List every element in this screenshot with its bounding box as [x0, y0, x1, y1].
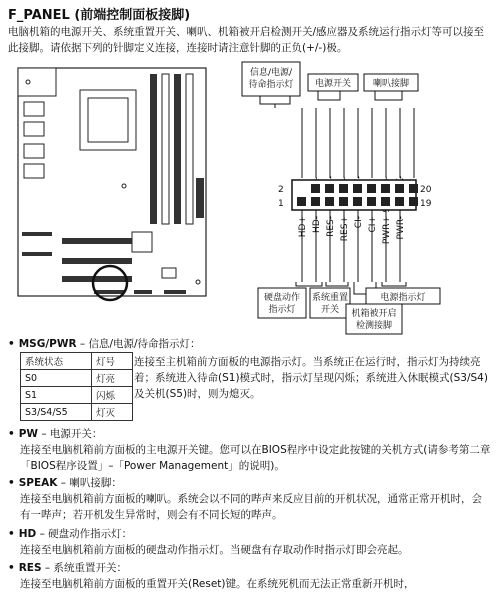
callout-speaker-text: 喇叭接脚: [372, 79, 410, 89]
header-pin: [325, 197, 334, 206]
pin-label-bottom: HD-: [312, 216, 322, 233]
msg-pwr-description: 连接至主机箱前方面板的电源指示灯。当系统正在运行时，指示灯为持续亮着；系统进入待命(S1)模式时，指示灯呈现闪烁；系统进入休眠模式(S3/S4)及关机(S5)时，则为熄灭。: [134, 356, 488, 400]
pw-label: PW: [18, 428, 38, 440]
speak-label: SPEAK: [18, 477, 58, 489]
pin-label-bottom: CI-: [354, 216, 364, 229]
header-pin: [367, 197, 376, 206]
speak-description: 连接至电脑机箱前方面板的喇叭。系统会以不同的哔声来反应目前的开机状况，通常正常开机时，会有一哔声；若开机发生异常时，则会有不同长短的哔声。: [20, 493, 482, 521]
msg-pwr-label: MSG/PWR: [18, 338, 77, 350]
pin-label-bottom: CI+: [368, 216, 378, 233]
bullet: •: [8, 338, 15, 350]
pin-number-2: 2: [278, 185, 284, 195]
header-pin: [353, 197, 362, 206]
pin-label-bottom: RES+: [340, 216, 350, 242]
section-title: F_PANEL (前端控制面板接脚): [8, 8, 191, 23]
bullet: •: [8, 528, 15, 540]
status-table: [20, 352, 133, 421]
pinout-diagram: [230, 60, 500, 340]
header-pin: [367, 184, 376, 193]
hd-description: 连接至电脑机箱前方面板的硬盘动作指示灯。当硬盘有存取动作时指示灯即会亮起。: [20, 544, 409, 556]
pin-label-bottom: RES-: [326, 216, 336, 237]
table-cell: 灯亮: [92, 370, 133, 387]
callout-power-switch-text: 电源开关: [314, 79, 352, 89]
header-pin: [339, 197, 348, 206]
header-pin: [381, 184, 390, 193]
callout-power-led-text: 电源指示灯: [380, 293, 426, 303]
pin-number-1: 1: [278, 199, 284, 209]
bullet: •: [8, 428, 15, 440]
pin-label-bottom: PWR-: [396, 216, 406, 240]
header-pin: [395, 197, 404, 206]
pw-heading: [8, 426, 102, 442]
pin-number-19: 19: [420, 199, 432, 209]
table-header: 系统状态: [21, 353, 92, 370]
table-cell: S1: [21, 387, 92, 404]
motherboard-diagram: [14, 62, 224, 312]
header-pin: [409, 184, 418, 193]
header-pin: [395, 184, 404, 193]
hd-label: HD: [18, 528, 37, 540]
header-pin: [381, 197, 390, 206]
header-pin: [353, 184, 362, 193]
callout-hdd-led-text: 硬盘动作指示灯: [263, 293, 301, 315]
status-table-wrap: [20, 352, 133, 421]
table-row: [21, 387, 133, 404]
pw-desc-label: – 电源开关：: [38, 428, 103, 440]
pin-label-bottom: HD+: [298, 216, 308, 238]
pw-description: 连接至电脑机箱前方面板的主电源开关键。您可以在BIOS程序中设定此按键的关机方式(请参考第二章「BIOS程序设置」–「Power Management」的说明)。: [20, 444, 491, 472]
speak-heading: [8, 475, 122, 491]
header-pin: [311, 197, 320, 206]
table-row: [21, 370, 133, 387]
table-header: 灯号: [92, 353, 133, 370]
hd-heading: [8, 526, 132, 542]
msg-pwr-heading: [8, 336, 201, 352]
res-label: RES: [18, 562, 42, 574]
pin-number-20: 20: [420, 185, 432, 195]
header-pin: [409, 197, 418, 206]
header-pin: [325, 184, 334, 193]
bullet: •: [8, 562, 15, 574]
pin-label-bottom: PWR+: [382, 216, 392, 245]
intro-paragraph: 电脑机箱的电源开关、系统重置开关、喇叭、机箱被开启检测开关/感应器及系统运行指示灯等可以接至此接脚。请依据下列的针脚定义连接，连接时请注意针脚的正负(+/-)极。: [8, 26, 485, 54]
table-cell: S3/S4/S5: [21, 404, 92, 421]
msg-pwr-desc-label: – 信息/电源/待命指示灯：: [76, 338, 201, 350]
bullet: •: [8, 477, 15, 489]
callout-reset-switch-text: 系统重置开关: [311, 293, 349, 315]
speak-desc-label: – 喇叭接脚：: [57, 477, 122, 489]
res-desc-label: – 系统重置开关：: [41, 562, 127, 574]
callout-msg-pwr-text: 信息/电源/待命指示灯: [248, 68, 294, 90]
res-heading: [8, 560, 127, 576]
header-pin: [339, 184, 348, 193]
table-cell: 灯灭: [92, 404, 133, 421]
res-description: 连接至电脑机箱前方面板的重置开关(Reset)键。在系统死机而无法正常重新开机时，: [20, 578, 415, 590]
header-pin: [311, 184, 320, 193]
header-pin: [297, 197, 306, 206]
hd-desc-label: – 硬盘动作指示灯：: [36, 528, 133, 540]
table-row: [21, 404, 133, 421]
callout-chassis-intrusion-text: 机箱被开启检测接脚: [351, 309, 397, 331]
table-cell: S0: [21, 370, 92, 387]
table-cell: 闪烁: [92, 387, 133, 404]
